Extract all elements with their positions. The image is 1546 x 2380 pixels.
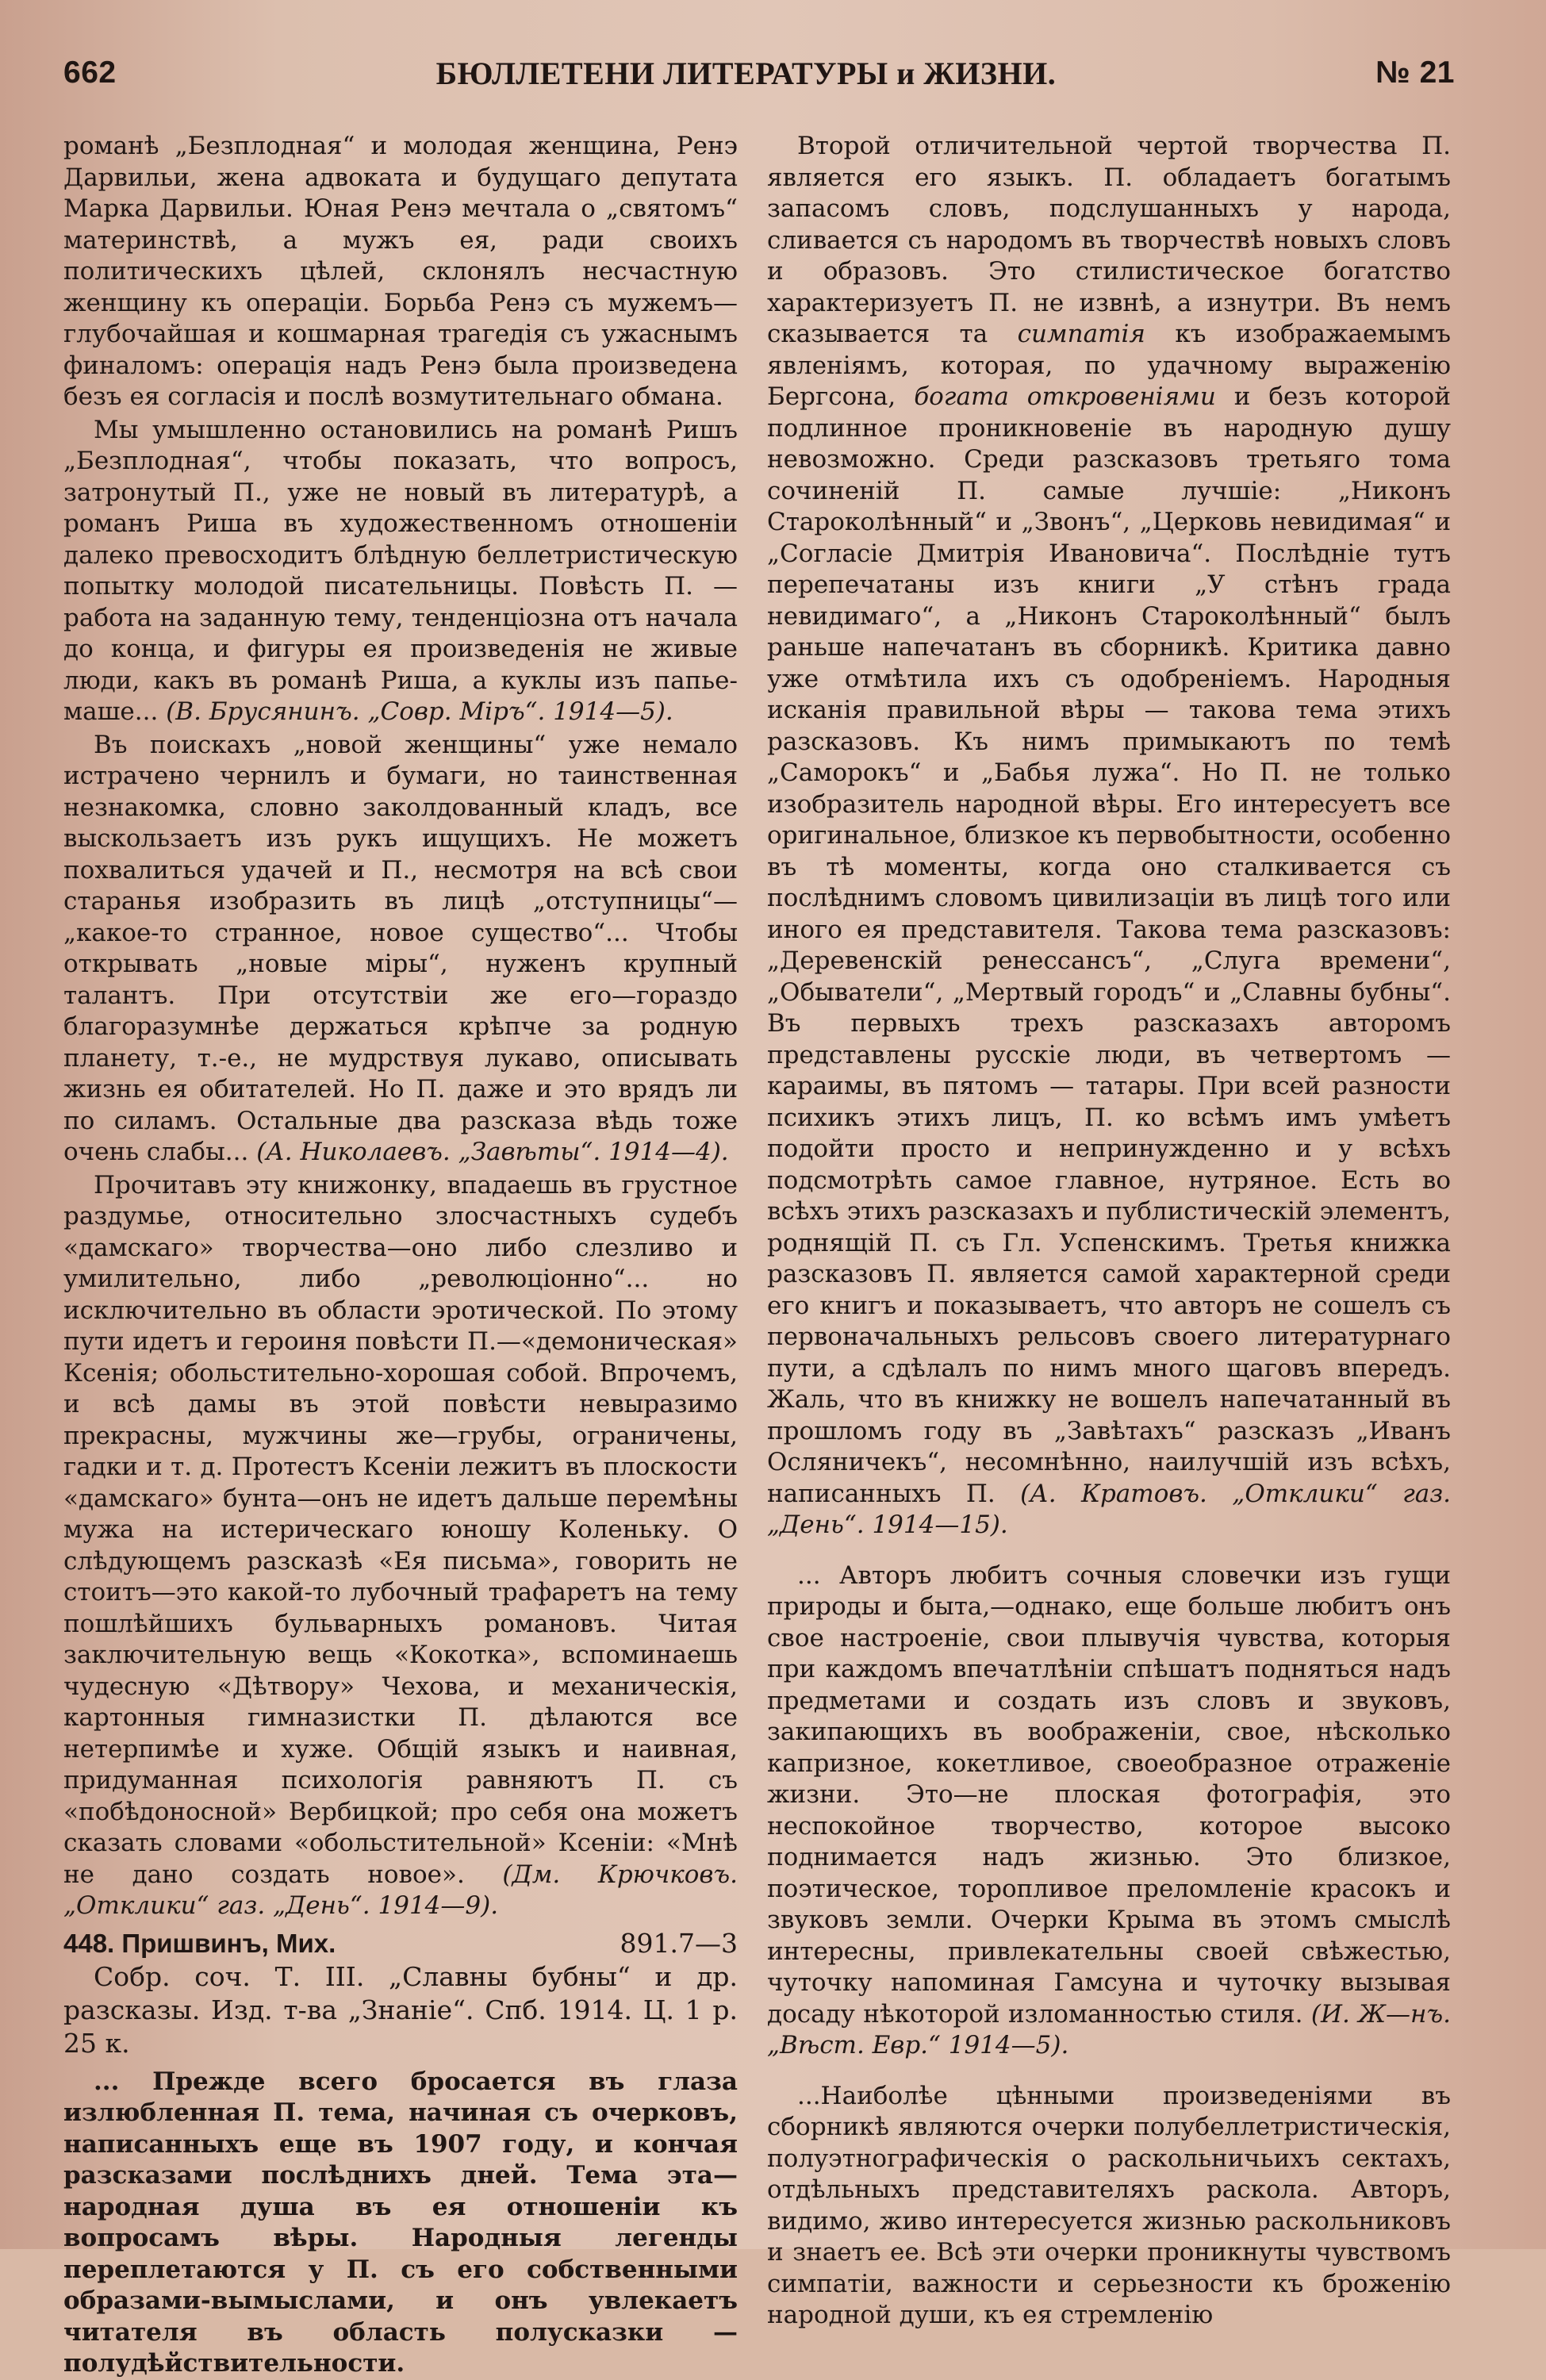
page-header bbox=[63, 49, 1455, 97]
issue-number: № 21 bbox=[1375, 56, 1455, 90]
page-number: 662 bbox=[63, 56, 117, 90]
emphasis: богата откровеніями bbox=[914, 382, 1216, 411]
paragraph: романѣ „Безплодная“ и молодая женщина, Ренэ Дарвильи, жена адвоката и будущаго депутата Марка Дарвильи. Юная Ренэ мечтала о „святомъ“ материнствѣ, а мужъ ея, ради своихъ политическихъ цѣлей, склонялъ несчастную женщину къ операціи. Борьба Ренэ съ мужемъ—глубочайшая и кошмарная трагедія съ ужаснымъ финаломъ: операція надъ Ренэ была произведена безъ ея согласія и послѣ возмутительнаго обмана. bbox=[63, 132, 738, 411]
entry-heading bbox=[63, 1927, 738, 1960]
paragraph: Мы умышленно остановились на романѣ Ришъ „Безплодная“, чтобы показать, что вопросъ, затронутый П., уже не новый въ литературѣ, а романъ Риша въ художественномъ отношеніи далеко превосходитъ блѣдную беллетристическую попытку молодой писательницы. Повѣсть П. — работа на заданную тему, тенденціозна отъ начала до конца, и фигуры ея произведенія не живые люди, какъ въ романѣ Риша, а куклы изъ папье-маше... (В. Брусянинъ. „Совр. Міръ“. 1914—5). bbox=[63, 415, 738, 726]
paragraph: Въ поискахъ „новой женщины“ уже немало истрачено чернилъ и бумаги, но таинственная незнакомка, словно заколдованный кладъ, все выскользаетъ изъ рукъ ищущихъ. Не можетъ похвалиться удачей и П., несмотря на всѣ свои старанья изобразить въ лицѣ „отступницы“—„какое-то странное, новое существо“... Чтобы открывать „новые міры“, нуженъ крупный талантъ. При отсутствіи же его—гораздо благоразумнѣе держаться крѣпче за родную планету, т.-е., не мудрствуя лукаво, описывать жизнь ея обитателей. Но П. даже и это врядъ ли по силамъ. Остальные два разсказа вѣдь тоже очень слабы... (А. Николаевъ. „Завѣты“. 1914—4). bbox=[63, 730, 738, 1166]
paragraph: ... Авторъ любитъ сочныя словечки изъ гущи природы и быта,—однако, еще больше любитъ онъ свое настроеніе, свои плывучія чувства, которыя при каждомъ впечатлѣніи спѣшатъ подняться надъ предметами и создать изъ словъ и звуковъ, закипающихъ въ воображеніи, свое, нѣсколько капризное, кокетливое, своеобразное отраженіе жизни. Это—не плоская фотографія, это неспокойное творчество, которое высоко поднимается надъ жизнью. Это близкое, поэтическое, торопливое преломленіе красокъ и звуковъ земли. Очерки Крыма въ этомъ смыслѣ интересны, привлекательны своей свѣжестью, чуточку напоминая Гамсуна и чуточку вызывая досаду нѣкоторой изломанностью стиля. (И. Ж—нъ. „Вѣст. Евр.“ 1914—5). bbox=[767, 1560, 1451, 2059]
paragraph: ...Наиболѣе цѣнными произведеніями въ сборникѣ являются очерки полубеллетристическія, полуэтнографическія о раскольничьихъ сектахъ, отдѣльныхъ представителяхъ раскола. Авторъ, видимо, живо интересуется жизнью раскольниковъ и знаетъ ее. Всѣ эти очерки проникнуты чувствомъ симпатіи, важности и серьезности къ броженію народной души, къ ея стремленію bbox=[767, 2081, 1451, 2329]
entry-code: 891.7—3 bbox=[620, 1927, 738, 1959]
entry-description: Собр. соч. Т. III. „Славны бубны“ и др. разсказы. Изд. т-ва „Знаніе“. Спб. 1914. Ц. 1 р. 25 к. bbox=[63, 1960, 738, 2059]
paragraph: Второй отличительной чертой творчества П. является его языкъ. П. обладаетъ богатымъ запасомъ словъ, подслушанныхъ у народа, сливается съ народомъ въ творчествѣ новыхъ словъ и образовъ. Это стилистическое богатство характеризуетъ П. не извнѣ, а изнутри. Въ немъ сказывается та симпатія къ изображаемымъ явленіямъ, которая, по удачному выраженію Бергсона, богата откровеніями и безъ которой подлинное проникновеніе въ народную душу невозможно. Среди разсказовъ третьяго тома сочиненій П. самые лучшіе: „Никонъ Староколѣнный“ и „Звонъ“, „Церковь невидимая“ и „Согласіе Дмитрія Ивановича“. Послѣдніе тутъ перепечатаны изъ книги „У стѣнъ града невидимаго“, а „Никонъ Староколѣнный“ былъ раньше напечатанъ въ сборникѣ. Критика давно уже отмѣтила ихъ съ одобреніемъ. Народныя исканія правильной вѣры — такова тема этихъ разсказовъ. Къ нимъ примыкаютъ по темѣ „Саморокъ“ и „Бабья лужа“. Но П. не только изобразитель народной вѣры. Его интересуетъ все оригинальное, близкое къ первобытности, особенно въ тѣ моменты, когда оно сталкивается съ послѣднимъ словомъ цивилизаціи въ лицѣ того или иного ея представителя. Такова тема разсказовъ: „Деревенскій ренессансъ“, „Слуга времени“, „Обыватели“, „Мертвый городъ“ и „Славны бубны“. Въ первыхъ трехъ разсказахъ авторомъ представлены русскіе люди, въ четвертомъ — караимы, въ пятомъ — татары. При всей разности психикъ этихъ лицъ, П. ко всѣмъ имъ умѣетъ подойти просто и непринужденно и у всѣхъ подсмотрѣть самое главное, нутряное. Есть во всѣхъ этихъ разсказахъ и публистическій элементъ, роднящій П. съ Гл. Успенскимъ. Третья книжка разсказовъ П. является самой характерной среди его книгъ и показываетъ, что авторъ не сошелъ съ первоначальныхъ рельсовъ своего литературнаго пути, а сдѣлалъ по нимъ много щаговъ впередъ. Жаль, что въ книжку не вошелъ напечатанный въ прошломъ году въ „Завѣтахъ“ разсказъ „Иванъ Осляничекъ“, несомнѣнно, наилучшій изъ всѣхъ, написанныхъ П. (А. Кратовъ. „Отклики“ газ. „День“. 1914—15). bbox=[767, 132, 1452, 1539]
citation: (А. Кратовъ. „Отклики“ газ. „День“. 1914—15). bbox=[767, 1479, 1451, 1539]
citation: (И. Ж—нъ. „Вѣст. Евр.“ 1914—5). bbox=[767, 1999, 1451, 2059]
citation: (Дм. Крючковъ. „Отклики“ газ. „День“. 1914—9). bbox=[63, 1860, 738, 1920]
right-column bbox=[767, 131, 1451, 2332]
entry-title: 448. Пришвинъ, Мих. bbox=[63, 1928, 336, 1958]
divider bbox=[767, 2062, 1451, 2081]
paragraph: ... Прежде всего бросается въ глаза излюбленная П. тема, начиная съ очерковъ, написанныхъ еще въ 1907 году, и кончая разсказами послѣднихъ дней. Тема эта—народная душа въ ея отношеніи къ вопросамъ вѣры. Народныя легенды переплетаются у П. съ его собственными образами-вымыслами, и онъ увлекаетъ читателя въ область полусказки — полудѣйствительности. bbox=[63, 2067, 738, 2378]
citation: (В. Брусянинъ. „Совр. Міръ“. 1914—5). bbox=[166, 697, 673, 726]
divider bbox=[767, 1541, 1451, 1560]
left-column bbox=[63, 131, 738, 2380]
emphasis: симпатія bbox=[1017, 320, 1145, 348]
paragraph: Прочитавъ эту книжонку, впадаешь въ грустное раздумье, относительно злосчастныхъ судебъ «дамскаго» творчества—оно либо слезливо и умилительно, либо „революціонно“... но исключительно въ области эротической. По этому пути идетъ и героиня повѣсти П.—«демоническая» Ксенія; обольстительно-хорошая собой. Впрочемъ, и всѣ дамы въ этой повѣсти невыразимо прекрасны, мужчины же—грубы, ограничены, гадки и т. д. Протестъ Ксеніи лежитъ въ плоскости «дамскаго» бунта—онъ не идетъ дальше перемѣны мужа на истерическаго юношу Коленьку. О слѣдующемъ разсказѣ «Ея письма», говорить не стоитъ—это какой-то лубочный трафаретъ на тему пошлѣйшихъ бульварныхъ романовъ. Читая заключительную вещь «Кокотка», вспоминаешь чудесную «Дѣтвору» Чехова, и механическія, картонныя гимназистки П. дѣлаются все нетерпимѣе и хуже. Общій языкъ и наивная, придуманная психологія равняютъ П. съ «побѣдоносной» Вербицкой; про себя она можетъ сказать словами «обольстительной» Ксеніи: «Мнѣ не дано создать новое». (Дм. Крючковъ. „Отклики“ газ. „День“. 1914—9). bbox=[63, 1170, 738, 1920]
journal-title: БЮЛЛЕТЕНИ ЛИТЕРАТУРЫ и ЖИЗНИ. bbox=[435, 55, 1057, 91]
citation: (А. Николаевъ. „Завѣты“. 1914—4). bbox=[256, 1138, 729, 1166]
